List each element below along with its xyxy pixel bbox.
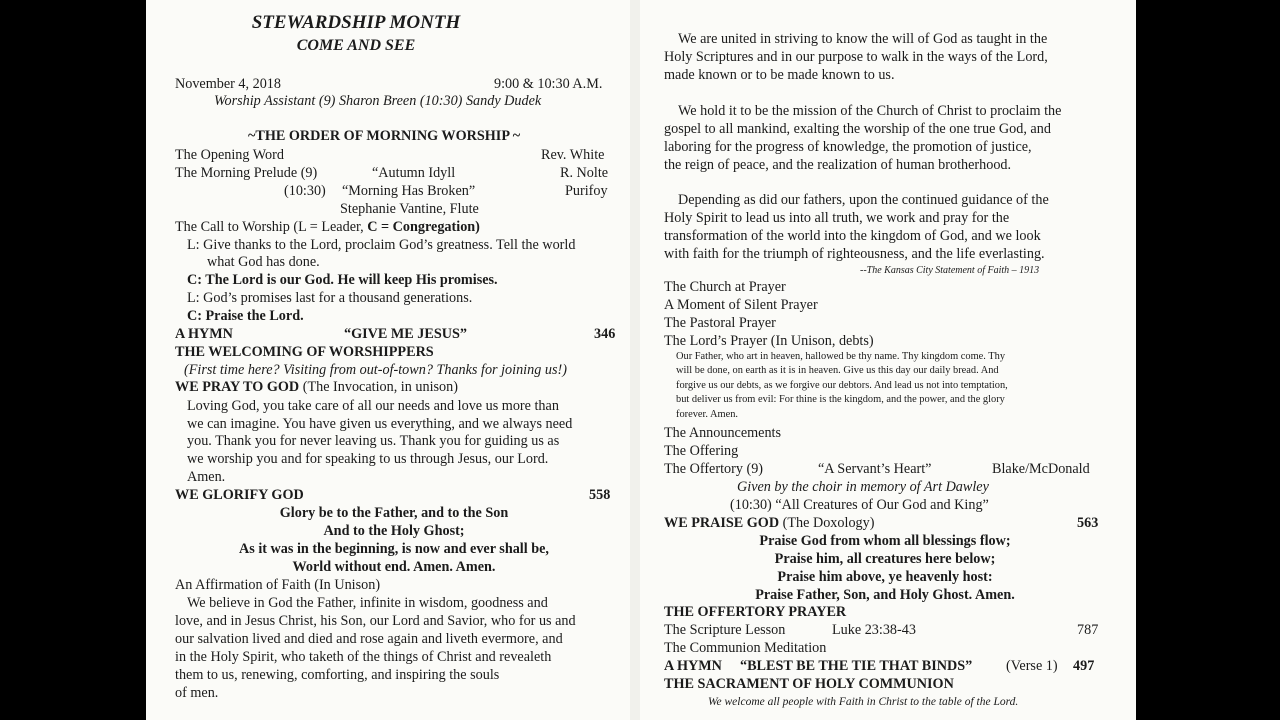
call-line: C: Praise the Lord. <box>187 308 304 324</box>
statement-line: Holy Scriptures and in our purpose to walk in the ways of the Lord, <box>664 49 1048 65</box>
affirmation-line: our salvation lived and died and rose again and liveth evermore, and <box>175 631 563 647</box>
statement-line: Depending as did our fathers, upon the continued guidance of the <box>678 192 1049 208</box>
welcoming-note: (First time here? Visiting from out-of-town? Thanks for joining us!) <box>184 362 567 378</box>
statement-line: We hold it to be the mission of the Church of Christ to proclaim the <box>678 103 1062 119</box>
glorify-number: 558 <box>589 487 611 503</box>
page-fold <box>630 0 640 720</box>
prelude-9-composer: R. Nolte <box>560 165 609 181</box>
hymn1-number: 346 <box>594 326 616 342</box>
pray-line: Amen. <box>187 469 226 485</box>
affirmation-line: love, and in Jesus Christ, his Son, our Lord and Savior, who for us and <box>175 613 576 629</box>
call-line: C: The Lord is our God. He will keep His promises. <box>187 272 498 288</box>
hymn2-label: A HYMN <box>664 658 722 674</box>
pray-heading: WE PRAY TO GOD (The Invocation, in unison) <box>175 379 458 395</box>
prelude-1030-time: (10:30) <box>284 183 326 199</box>
title: STEWARDSHIP MONTH <box>251 12 461 33</box>
lords-prayer-line: Our Father, who art in heaven, hallowed be thy name. Thy kingdom come. Thy <box>676 351 1006 362</box>
communion-meditation: The Communion Meditation <box>664 640 827 656</box>
welcome-note: We welcome all people with Faith in Christ to the table of the Lord. <box>708 696 1019 708</box>
call-line: L: God’s promises last for a thousand generations. <box>187 290 473 306</box>
lords-prayer-line: forever. Amen. <box>676 409 739 420</box>
offertory-prayer: THE OFFERTORY PRAYER <box>664 604 847 620</box>
order-heading: ~THE ORDER OF MORNING WORSHIP ~ <box>248 128 521 144</box>
silent-prayer: A Moment of Silent Prayer <box>664 297 818 313</box>
gloria-line: And to the Holy Ghost; <box>323 523 465 539</box>
offertory-composer: Blake/McDonald <box>992 461 1090 477</box>
affirmation-line: them to us, renewing, comforting, and inspiring the souls <box>175 667 500 683</box>
gloria-line: Glory be to the Father, and to the Son <box>279 505 509 521</box>
offertory-label: The Offertory (9) <box>664 461 764 477</box>
statement-line: laboring for the progress of knowledge, the promotion of justice, <box>664 139 1032 155</box>
pray-line: you. Thank you for never leaving us. Thank you for guiding us as <box>187 433 560 449</box>
pray-line: we worship you and for speaking to us through Jesus, our Lord. <box>187 451 549 467</box>
affirmation-line: We believe in God the Father, infinite in wisdom, goodness and <box>187 595 548 611</box>
scripture-ref: Luke 23:38-43 <box>832 622 916 638</box>
bulletin-left-page <box>146 0 630 720</box>
worship-assistants: Worship Assistant (9) Sharon Breen (10:30) Sandy Dudek <box>214 93 542 109</box>
prelude-performer: Stephanie Vantine, Flute <box>340 201 479 217</box>
hymn1-title: “GIVE ME JESUS” <box>344 326 467 342</box>
subtitle: COME AND SEE <box>296 37 416 54</box>
statement-line: We are united in striving to know the will of God as taught in the <box>678 31 1048 47</box>
statement-line: gospel to all mankind, exalting the worship of the one true God, and <box>664 121 1051 137</box>
glorify-heading: WE GLORIFY GOD <box>175 487 304 503</box>
prelude-label: The Morning Prelude (9) <box>175 165 318 181</box>
pray-line: Loving God, you take care of all our needs and love us more than <box>187 398 559 414</box>
hymn2-verse: (Verse 1) <box>1006 658 1058 674</box>
prelude-1030-composer: Purifoy <box>565 183 608 199</box>
affirmation-heading: An Affirmation of Faith (In Unison) <box>175 577 381 593</box>
statement-line: the reign of peace, and the realization of human brotherhood. <box>664 157 1012 173</box>
opening-word-leader: Rev. White <box>541 147 605 163</box>
service-times: 9:00 & 10:30 A.M. <box>494 76 603 92</box>
doxology-line: Praise him, all creatures here below; <box>774 551 996 567</box>
statement-line: transformation of the world into the kingdom of God, and we look <box>664 228 1041 244</box>
doxology-line: Praise Father, Son, and Holy Ghost. Amen. <box>755 587 1015 603</box>
gloria-line: World without end. Amen. Amen. <box>292 559 496 575</box>
lords-prayer-line: will be done, on earth as it is in heaven. Give us this day our daily bread. And <box>676 365 999 376</box>
lords-prayer-line: forgive us our debts, as we forgive our debtors. And lead us not into temptation, <box>676 380 1008 391</box>
call-line: L: Give thanks to the Lord, proclaim God’s greatness. Tell the world <box>187 237 576 253</box>
statement-attribution: --The Kansas City Statement of Faith – 1913 <box>860 265 1040 276</box>
prelude-9-title: “Autumn Idyll <box>372 165 456 181</box>
welcoming-heading: THE WELCOMING OF WORSHIPPERS <box>175 344 434 360</box>
sacrament-heading: THE SACRAMENT OF HOLY COMMUNION <box>664 676 954 692</box>
statement-line: with faith for the triumph of righteousness, and the life everlasting. <box>664 246 1045 262</box>
service-date: November 4, 2018 <box>175 76 281 92</box>
bulletin-right-page <box>640 0 1136 720</box>
offertory-1030: (10:30) “All Creatures of Our God and King” <box>730 497 989 513</box>
praise-number: 563 <box>1077 515 1099 531</box>
gloria-line: As it was in the beginning, is now and ever shall be, <box>239 541 549 557</box>
prelude-1030-title: “Morning Has Broken” <box>342 183 476 199</box>
doxology-line: Praise him above, ye heavenly host: <box>777 569 993 585</box>
hymn2-title: “BLEST BE THE TIE THAT BINDS” <box>740 658 973 674</box>
statement-line: made known or to be made known to us. <box>664 67 895 83</box>
offertory-note: Given by the choir in memory of Art Dawley <box>737 479 989 495</box>
hymn1-label: A HYMN <box>175 326 233 342</box>
affirmation-line: in the Holy Spirit, who taketh of the things of Christ and revealeth <box>175 649 552 665</box>
announcements: The Announcements <box>664 425 782 441</box>
statement-line: Holy Spirit to lead us into all truth, we work and pray for the <box>664 210 1010 226</box>
lords-prayer-line: but deliver us from evil: For thine is the kingdom, and the power, and the glory <box>676 394 1005 405</box>
scripture-label: The Scripture Lesson <box>664 622 786 638</box>
scripture-number: 787 <box>1077 622 1099 638</box>
call-line: what God has done. <box>207 254 320 270</box>
pray-line: we can imagine. You have given us everything, and we always need <box>187 416 573 432</box>
call-to-worship-label: The Call to Worship (L = Leader, C = Congregation) <box>175 219 480 235</box>
affirmation-line: of men. <box>175 685 219 701</box>
hymn2-number: 497 <box>1073 658 1095 674</box>
lords-prayer-heading: The Lord’s Prayer (In Unison, debts) <box>664 333 874 349</box>
offering: The Offering <box>664 443 739 459</box>
praise-heading: WE PRAISE GOD (The Doxology) <box>664 515 875 531</box>
doxology-line: Praise God from whom all blessings flow; <box>759 533 1011 549</box>
church-at-prayer: The Church at Prayer <box>664 279 786 295</box>
pastoral-prayer: The Pastoral Prayer <box>664 315 776 331</box>
opening-word: The Opening Word <box>175 147 284 163</box>
offertory-title: “A Servant’s Heart” <box>818 461 932 477</box>
